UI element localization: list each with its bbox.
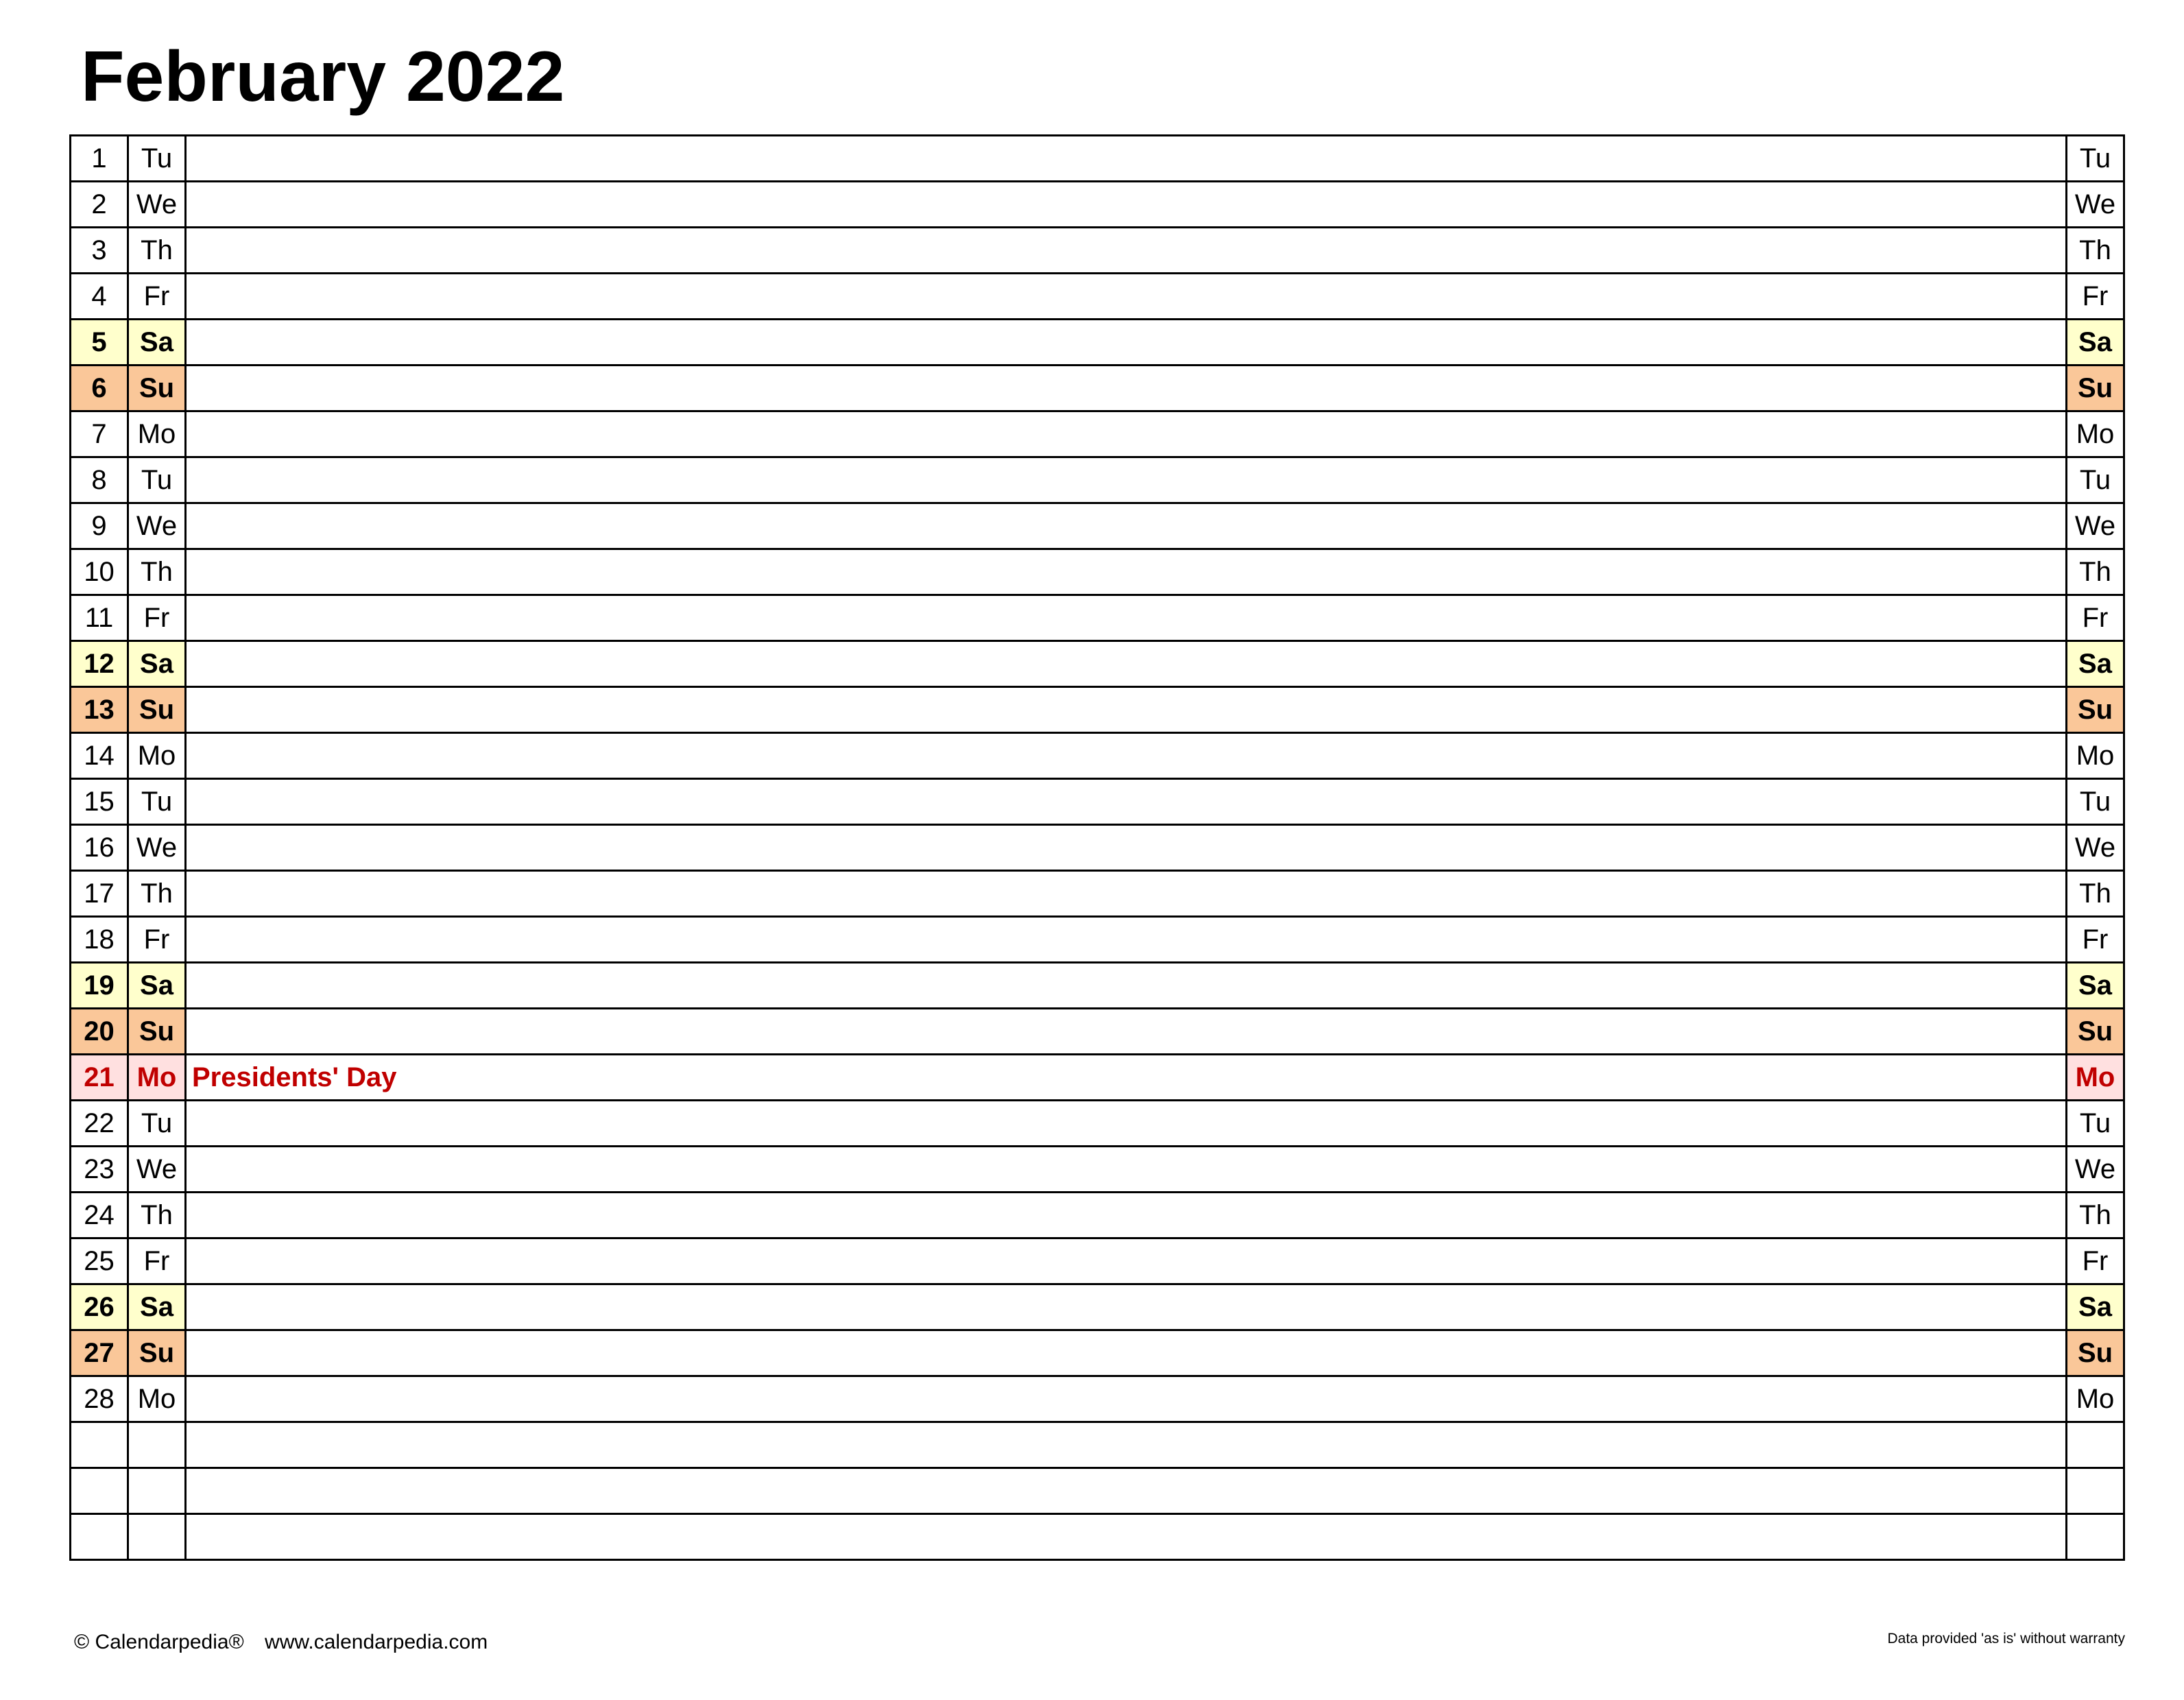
weekday-label-right: Th [2067, 871, 2124, 917]
weekday-label-right: Su [2067, 1009, 2124, 1055]
note-cell[interactable] [186, 366, 2067, 411]
day-row [71, 1514, 2124, 1560]
weekday-label: Fr [128, 917, 186, 963]
weekday-label [128, 1468, 186, 1514]
day-row [71, 595, 2124, 641]
weekday-label-right: We [2067, 503, 2124, 549]
weekday-label: Sa [128, 963, 186, 1009]
weekday-label-right: Sa [2067, 1284, 2124, 1330]
weekday-label-right: Th [2067, 549, 2124, 595]
note-cell[interactable] [186, 1514, 2067, 1560]
day-row [71, 1422, 2124, 1468]
day-number: 1 [71, 136, 128, 182]
weekday-label-right: Mo [2067, 733, 2124, 779]
day-row [71, 1193, 2124, 1238]
note-cell[interactable] [186, 687, 2067, 733]
weekday-label-right: Fr [2067, 917, 2124, 963]
weekday-label-right [2067, 1468, 2124, 1514]
day-number: 23 [71, 1147, 128, 1193]
weekday-label [128, 1514, 186, 1560]
weekday-label: Fr [128, 274, 186, 320]
day-row [71, 963, 2124, 1009]
day-number [71, 1468, 128, 1514]
weekday-label-right: Fr [2067, 595, 2124, 641]
day-row [71, 917, 2124, 963]
weekday-label: Sa [128, 1284, 186, 1330]
weekday-label-right [2067, 1514, 2124, 1560]
weekday-label: Th [128, 1193, 186, 1238]
day-row [71, 182, 2124, 228]
day-number: 15 [71, 779, 128, 825]
note-cell[interactable] [186, 733, 2067, 779]
day-number: 10 [71, 549, 128, 595]
day-row [71, 1147, 2124, 1193]
note-cell[interactable] [186, 825, 2067, 871]
weekday-label-right: Sa [2067, 320, 2124, 366]
day-row [71, 1055, 2124, 1101]
weekday-label: Mo [128, 1376, 186, 1422]
weekday-label: Su [128, 1009, 186, 1055]
weekday-label [128, 1422, 186, 1468]
note-cell[interactable] [186, 228, 2067, 274]
day-row [71, 1009, 2124, 1055]
calendar-table [69, 134, 2125, 1561]
weekday-label: Sa [128, 320, 186, 366]
weekday-label: Tu [128, 457, 186, 503]
weekday-label-right: Tu [2067, 779, 2124, 825]
day-row [71, 1330, 2124, 1376]
day-number: 24 [71, 1193, 128, 1238]
weekday-label-right: Th [2067, 1193, 2124, 1238]
weekday-label: We [128, 825, 186, 871]
day-number: 22 [71, 1101, 128, 1147]
weekday-label: Mo [128, 1055, 186, 1101]
weekday-label: Th [128, 871, 186, 917]
day-number: 7 [71, 411, 128, 457]
note-cell[interactable] [186, 871, 2067, 917]
weekday-label-right [2067, 1422, 2124, 1468]
day-number: 25 [71, 1238, 128, 1284]
day-row [71, 687, 2124, 733]
weekday-label: We [128, 1147, 186, 1193]
day-number: 26 [71, 1284, 128, 1330]
note-cell[interactable] [186, 595, 2067, 641]
note-cell[interactable] [186, 457, 2067, 503]
note-cell[interactable] [186, 963, 2067, 1009]
weekday-label-right: Su [2067, 366, 2124, 411]
note-cell[interactable] [186, 136, 2067, 182]
day-row [71, 136, 2124, 182]
day-row [71, 1238, 2124, 1284]
weekday-label: Th [128, 228, 186, 274]
weekday-label-right: Fr [2067, 1238, 2124, 1284]
day-number: 28 [71, 1376, 128, 1422]
weekday-label-right: Sa [2067, 641, 2124, 687]
day-number: 27 [71, 1330, 128, 1376]
note-cell[interactable] [186, 1422, 2067, 1468]
note-cell[interactable] [186, 1284, 2067, 1330]
day-row [71, 549, 2124, 595]
weekday-label: We [128, 182, 186, 228]
weekday-label-right: Th [2067, 228, 2124, 274]
note-cell[interactable] [186, 1009, 2067, 1055]
weekday-label-right: Su [2067, 1330, 2124, 1376]
note-cell[interactable] [186, 1193, 2067, 1238]
day-number: 12 [71, 641, 128, 687]
weekday-label: We [128, 503, 186, 549]
note-cell[interactable] [186, 182, 2067, 228]
day-number: 16 [71, 825, 128, 871]
day-row [71, 779, 2124, 825]
note-cell[interactable] [186, 274, 2067, 320]
note-cell[interactable] [186, 1238, 2067, 1284]
weekday-label: Su [128, 687, 186, 733]
day-row [71, 320, 2124, 366]
weekday-label-right: Su [2067, 687, 2124, 733]
weekday-label: Tu [128, 136, 186, 182]
weekday-label-right: Fr [2067, 274, 2124, 320]
day-number: 13 [71, 687, 128, 733]
note-cell[interactable] [186, 917, 2067, 963]
note-cell[interactable] [186, 503, 2067, 549]
note-cell[interactable] [186, 779, 2067, 825]
weekday-label: Fr [128, 1238, 186, 1284]
day-number: 5 [71, 320, 128, 366]
day-number [71, 1514, 128, 1560]
day-row [71, 871, 2124, 917]
day-row [71, 503, 2124, 549]
weekday-label-right: We [2067, 182, 2124, 228]
day-row [71, 1376, 2124, 1422]
day-number: 11 [71, 595, 128, 641]
day-number: 8 [71, 457, 128, 503]
weekday-label-right: Mo [2067, 1055, 2124, 1101]
day-number: 19 [71, 963, 128, 1009]
weekday-label-right: We [2067, 825, 2124, 871]
weekday-label-right: Mo [2067, 1376, 2124, 1422]
weekday-label-right: Tu [2067, 457, 2124, 503]
note-cell[interactable]: Presidents' Day [186, 1055, 2067, 1101]
weekday-label-right: We [2067, 1147, 2124, 1193]
day-number: 9 [71, 503, 128, 549]
day-number [71, 1422, 128, 1468]
weekday-label-right: Tu [2067, 1101, 2124, 1147]
day-row [71, 733, 2124, 779]
weekday-label: Fr [128, 595, 186, 641]
weekday-label: Su [128, 1330, 186, 1376]
day-number: 18 [71, 917, 128, 963]
footer-credits [74, 1631, 503, 1654]
day-row [71, 228, 2124, 274]
weekday-label: Th [128, 549, 186, 595]
day-number: 21 [71, 1055, 128, 1101]
day-number: 20 [71, 1009, 128, 1055]
day-row [71, 366, 2124, 411]
day-row [71, 1284, 2124, 1330]
website-link[interactable]: www.calendarpedia.com [265, 1631, 488, 1653]
note-cell[interactable] [186, 411, 2067, 457]
weekday-label: Sa [128, 641, 186, 687]
weekday-label: Tu [128, 1101, 186, 1147]
note-cell[interactable] [186, 641, 2067, 687]
day-number: 2 [71, 182, 128, 228]
page-title: February 2022 [81, 37, 565, 117]
day-row [71, 1101, 2124, 1147]
day-row [71, 1468, 2124, 1514]
note-cell[interactable] [186, 549, 2067, 595]
weekday-label-right: Tu [2067, 136, 2124, 182]
note-cell[interactable] [186, 1468, 2067, 1514]
note-cell[interactable] [186, 1330, 2067, 1376]
weekday-label: Mo [128, 411, 186, 457]
day-number: 6 [71, 366, 128, 411]
note-cell[interactable] [186, 320, 2067, 366]
weekday-label: Su [128, 366, 186, 411]
day-number: 17 [71, 871, 128, 917]
note-cell[interactable] [186, 1101, 2067, 1147]
copyright-text: © Calendarpedia® [74, 1631, 244, 1653]
day-row [71, 274, 2124, 320]
disclaimer-text: Data provided 'as is' without warranty [1887, 1631, 2125, 1647]
weekday-label-right: Sa [2067, 963, 2124, 1009]
day-row [71, 641, 2124, 687]
day-number: 3 [71, 228, 128, 274]
weekday-label: Mo [128, 733, 186, 779]
day-number: 4 [71, 274, 128, 320]
weekday-label: Tu [128, 779, 186, 825]
day-row [71, 825, 2124, 871]
note-cell[interactable] [186, 1376, 2067, 1422]
calendar-body [71, 136, 2124, 1560]
day-row [71, 411, 2124, 457]
day-row [71, 457, 2124, 503]
day-number: 14 [71, 733, 128, 779]
note-cell[interactable] [186, 1147, 2067, 1193]
weekday-label-right: Mo [2067, 411, 2124, 457]
